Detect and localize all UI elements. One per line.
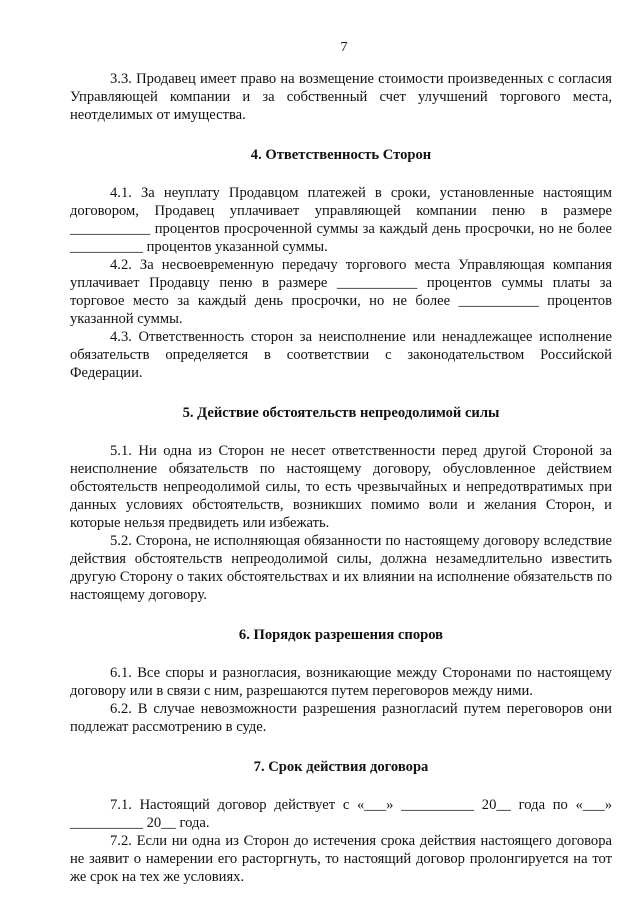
clause-5-1: 5.1. Ни одна из Сторон не несет ответственности перед другой Стороной за неисполнение обязательств по настоящему договору, обусловленное действием обстоятельств непреодолимой силы, то есть чрезвычайных и непредотвратимых при данных условиях обстоятельств, возникших помимо воли и желания Сторон, и которые нельзя предвидеть или избежать. <box>70 443 612 531</box>
section-6-heading: 6. Порядок разрешения споров <box>238 627 444 643</box>
clause-4-3: 4.3. Ответственность сторон за неисполнение или ненадлежащее исполнение обязательств определяется в соответствии с законодательством Российской Федерации. <box>70 329 612 381</box>
clause-4-1: 4.1. За неуплату Продавцом платежей в сроки, установленные настоящим договором, Продавец уплачивает управляющей компании пеню в размере ___________ процентов просроченной суммы за каждый день просрочки, но не более __________ процентов указанной суммы. <box>70 185 612 255</box>
clause-7-2: 7.2. Если ни одна из Сторон до истечения срока действия настоящего договора не заявит о намерении его расторгнуть, то настоящий договор пролонгируется на тот же срок на тех же условиях. <box>70 833 612 885</box>
clause-6-1: 6.1. Все споры и разногласия, возникающие между Сторонами по настоящему договору или в связи с ним, разрешаются путем переговоров между ними. <box>70 665 612 699</box>
clause-5-2: 5.2. Сторона, не исполняющая обязанности по настоящему договору вследствие действия обстоятельств непреодолимой силы, должна незамедлительно известить другую Сторону о таких обстоятельствах и их влиянии на исполнение обязательств по настоящему договору. <box>70 533 612 603</box>
clause-4-2: 4.2. За несвоевременную передачу торгового места Управляющая компания уплачивает Продавцу пеню в размере ___________ процентов суммы платы за торговое место за каждый день просрочки, но не более ___________ процентов указанной суммы. <box>70 257 612 327</box>
section-7-heading: 7. Срок действия договора <box>253 759 429 775</box>
section-4-heading: 4. Ответственность Сторон <box>250 147 432 163</box>
page-number: 7 <box>340 40 348 55</box>
clause-6-2: 6.2. В случае невозможности разрешения разногласий путем переговоров они подлежат рассмотрению в суде. <box>70 701 612 735</box>
clause-7-1: 7.1. Настоящий договор действует с «___» __________ 20__ года по «___» __________ 20__ года. <box>70 797 612 831</box>
section-5-heading: 5. Действие обстоятельств непреодолимой силы <box>182 405 500 421</box>
clause-3-3: 3.3. Продавец имеет право на возмещение стоимости произведенных с согласия Управляющей компании и за собственный счет улучшений торгового места, неотделимых от имущества. <box>70 71 612 123</box>
